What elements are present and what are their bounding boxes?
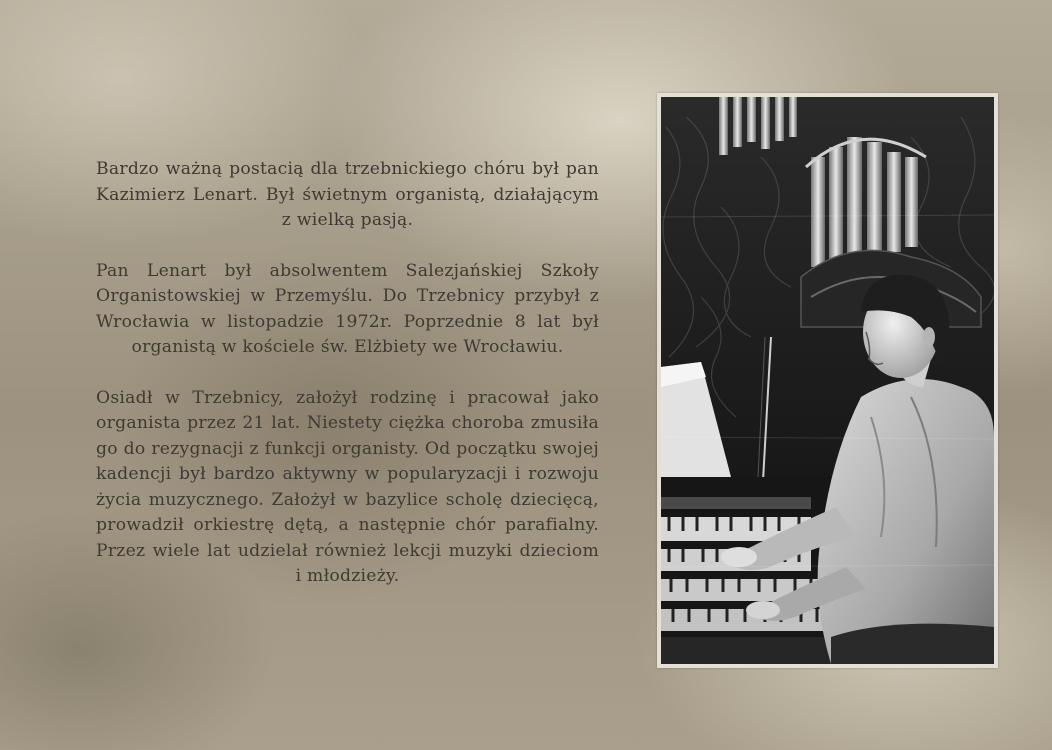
paragraph-education: Pan Lenart był absolwentem Salezjańskiej Szkoły Organistowskiej w Przemyślu. Do Trzebnicy przybył z Wrocławia w listopadzie 1972r. Poprzednie 8 lat był organistą w kościele św. Elżbiety we Wrocławiu.	[96, 260, 599, 357]
photo-frame	[657, 93, 998, 668]
paragraph-intro: Bardzo ważną postacią dla trzebnickiego chóru był pan Kazimierz Lenart. Był świetnym organistą, działającym z wielką pasją.	[96, 159, 599, 230]
article-text	[96, 157, 599, 615]
paragraph-career: Osiadł w Trzebnicy, założył rodzinę i pracował jako organista przez 21 lat. Niestety ciężka choroba zmusiła go do rezygnacji z funkcji organisty. Od początku swojej kadencji był bardzo aktywny w popularyzacji i rozwoju życia muzycznego. Założył w bazylice scholę dziecięcą, prowadził orkiestrę dętą, a następnie chór parafialny. Przez wiele lat udzielał również lekcji muzyki dzieciom i młodzieży.	[96, 387, 599, 586]
organist-photo	[661, 97, 994, 664]
